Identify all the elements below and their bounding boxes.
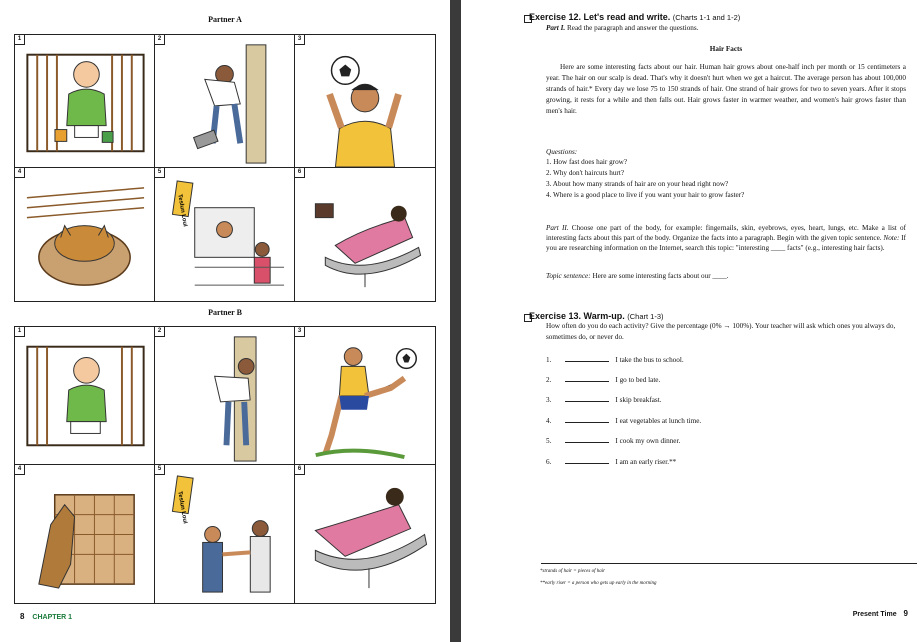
part-2-label: Part II. bbox=[546, 224, 569, 232]
questions-label: Questions: bbox=[546, 148, 578, 156]
question-item: 4. Where is a good place to live if you want your hair to grow faster? bbox=[546, 191, 745, 199]
exercise-12-heading bbox=[529, 12, 740, 22]
topic-label: Topic sentence: bbox=[546, 272, 591, 280]
question-item: 3. About how many strands of hair are on your head right now? bbox=[546, 180, 729, 188]
picture-cell bbox=[295, 465, 435, 603]
exercise-13-heading bbox=[529, 311, 664, 321]
warmup-item bbox=[546, 395, 662, 404]
picture-number: 5 bbox=[155, 168, 165, 178]
item-text: I skip breakfast. bbox=[615, 396, 662, 404]
item-number: 1. bbox=[546, 356, 552, 364]
store-sign-text: Teslun Loui bbox=[176, 490, 188, 525]
exercise-12-title: Exercise 12. Let's read and write. bbox=[529, 12, 671, 22]
person-doorway-image bbox=[155, 327, 294, 464]
item-text: I cook my own dinner. bbox=[615, 437, 681, 445]
partner-a-title: Partner A bbox=[208, 15, 242, 24]
item-text: I am an early riser.** bbox=[615, 458, 677, 466]
item-number: 5. bbox=[546, 437, 552, 445]
warmup-item bbox=[546, 355, 684, 364]
note-label: Note: bbox=[883, 234, 900, 242]
footnote: *strands of hair = pieces of hair bbox=[540, 569, 606, 574]
item-text: I go to bed late. bbox=[615, 376, 661, 384]
chapter-label: CHAPTER 1 bbox=[32, 614, 73, 621]
item-number: 2. bbox=[546, 376, 552, 384]
baby-playpen-image bbox=[15, 35, 154, 167]
percentage-blank[interactable] bbox=[565, 355, 609, 362]
exercise-13-title: Exercise 13. Warm-up. bbox=[529, 311, 625, 321]
page-gutter bbox=[450, 0, 461, 642]
store-sign-text: Teslun Loui bbox=[176, 193, 188, 228]
picture-number: 2 bbox=[155, 35, 165, 45]
exercise-13-charts: (Chart 1-3) bbox=[627, 312, 664, 321]
percentage-blank[interactable] bbox=[565, 395, 609, 402]
item-text: I take the bus to school. bbox=[615, 356, 684, 364]
picture-number: 3 bbox=[295, 327, 305, 337]
topic-text: Here are some interesting facts about our ____. bbox=[592, 272, 729, 280]
woman-reclining-image bbox=[295, 465, 435, 603]
question-item: 1. How fast does hair grow? bbox=[546, 158, 628, 166]
item-number: 4. bbox=[546, 417, 552, 425]
picture-number: 1 bbox=[15, 327, 25, 337]
percentage-blank[interactable] bbox=[565, 436, 609, 443]
warmup-item bbox=[546, 436, 680, 445]
topic-sentence bbox=[546, 271, 906, 282]
picture-number: 2 bbox=[155, 327, 165, 337]
picture-number: 4 bbox=[15, 465, 25, 475]
item-text: I eat vegetables at lunch time. bbox=[615, 417, 702, 425]
item-number: 6. bbox=[546, 458, 552, 466]
store-exchange-image bbox=[155, 465, 294, 603]
person-bending-image bbox=[155, 35, 294, 167]
exercise-12-charts: (Charts 1-1 and 1-2) bbox=[672, 13, 741, 22]
picture-cell bbox=[155, 168, 295, 301]
part-2-text: Choose one part of the body, for example: fingernails, skin, eyebrows, eyes, heart, lungs, etc. Make a list of interesting facts about this part of the body. Organize the facts into a paragraph. Begin with the given topic sentence. bbox=[546, 224, 906, 242]
picture-cell bbox=[15, 465, 155, 603]
section-title: Present Time bbox=[852, 611, 897, 618]
picture-cell bbox=[15, 168, 155, 301]
item-number: 3. bbox=[546, 396, 552, 404]
right-page bbox=[461, 0, 924, 642]
percentage-blank[interactable] bbox=[565, 457, 609, 464]
part-1-text: Read the paragraph and answer the questions. bbox=[566, 24, 699, 32]
picture-cell bbox=[155, 327, 295, 465]
hair-facts-paragraph: Here are some interesting facts about our hair. Human hair grows about one-half inch per month or 15 centimeters a year. The hair on our scalp is dead. That's why it doesn't hurt when we get a haircut. The average person has about 100,000 strands of hair.* Every day we lose 75 to 150 strands of hair. One strand of hair grows for two to seven years. After it stops growing, it rests for a while and then falls out. Hair grows faster in warmer weather, and women's hair grows faster than men's hair. bbox=[546, 63, 906, 115]
page-number: 9 bbox=[903, 609, 908, 618]
picture-number: 6 bbox=[295, 465, 305, 475]
picture-number: 3 bbox=[295, 35, 305, 45]
partner-a-grid bbox=[14, 34, 436, 302]
part-1-label: Part I. bbox=[546, 24, 566, 32]
cat-chair-image bbox=[15, 465, 154, 603]
picture-cell bbox=[155, 35, 295, 168]
page-number: 8 bbox=[20, 612, 25, 621]
partner-b-grid bbox=[14, 326, 436, 604]
percentage-blank[interactable] bbox=[565, 375, 609, 382]
hair-facts-heading: Hair Facts bbox=[709, 45, 743, 53]
right-footer bbox=[853, 609, 908, 618]
partner-b-title: Partner B bbox=[208, 308, 242, 317]
warmup-item bbox=[546, 457, 676, 466]
warmup-item bbox=[546, 375, 660, 384]
warmup-item bbox=[546, 416, 701, 425]
left-footer bbox=[20, 612, 72, 621]
baby-playpen-image bbox=[15, 327, 154, 464]
question-item: 2. Why don't haircuts hurt? bbox=[546, 169, 625, 177]
part-2-instructions bbox=[546, 223, 906, 253]
store-counter-image bbox=[155, 168, 294, 301]
woman-reclining-image bbox=[295, 168, 435, 301]
picture-number: 4 bbox=[15, 168, 25, 178]
boy-with-ball-image bbox=[295, 35, 435, 167]
picture-cell bbox=[155, 465, 295, 603]
picture-number: 1 bbox=[15, 35, 25, 45]
footnote: **early riser = a person who gets up early in the morning bbox=[540, 581, 657, 586]
picture-cell bbox=[15, 35, 155, 168]
footnote-divider bbox=[541, 563, 917, 564]
picture-cell bbox=[295, 168, 435, 301]
cat-basket-image bbox=[15, 168, 154, 301]
exercise-13-instructions: How often do you do each activity? Give the percentage (0% → 100%). Your teacher will ask which ones you always do, sometimes do, or never do. bbox=[546, 322, 896, 341]
picture-number: 5 bbox=[155, 465, 165, 475]
boy-kicking-ball-image bbox=[295, 327, 435, 464]
percentage-blank[interactable] bbox=[565, 416, 609, 423]
picture-cell bbox=[295, 327, 435, 465]
picture-cell bbox=[15, 327, 155, 465]
part-1-instructions bbox=[546, 23, 906, 34]
picture-number: 6 bbox=[295, 168, 305, 178]
picture-cell bbox=[295, 35, 435, 168]
left-page bbox=[0, 0, 450, 642]
note-text: If you are researching information on the Internet, search this topic: "interesting ____ facts" (e.g., interesting hair facts). bbox=[546, 234, 907, 252]
